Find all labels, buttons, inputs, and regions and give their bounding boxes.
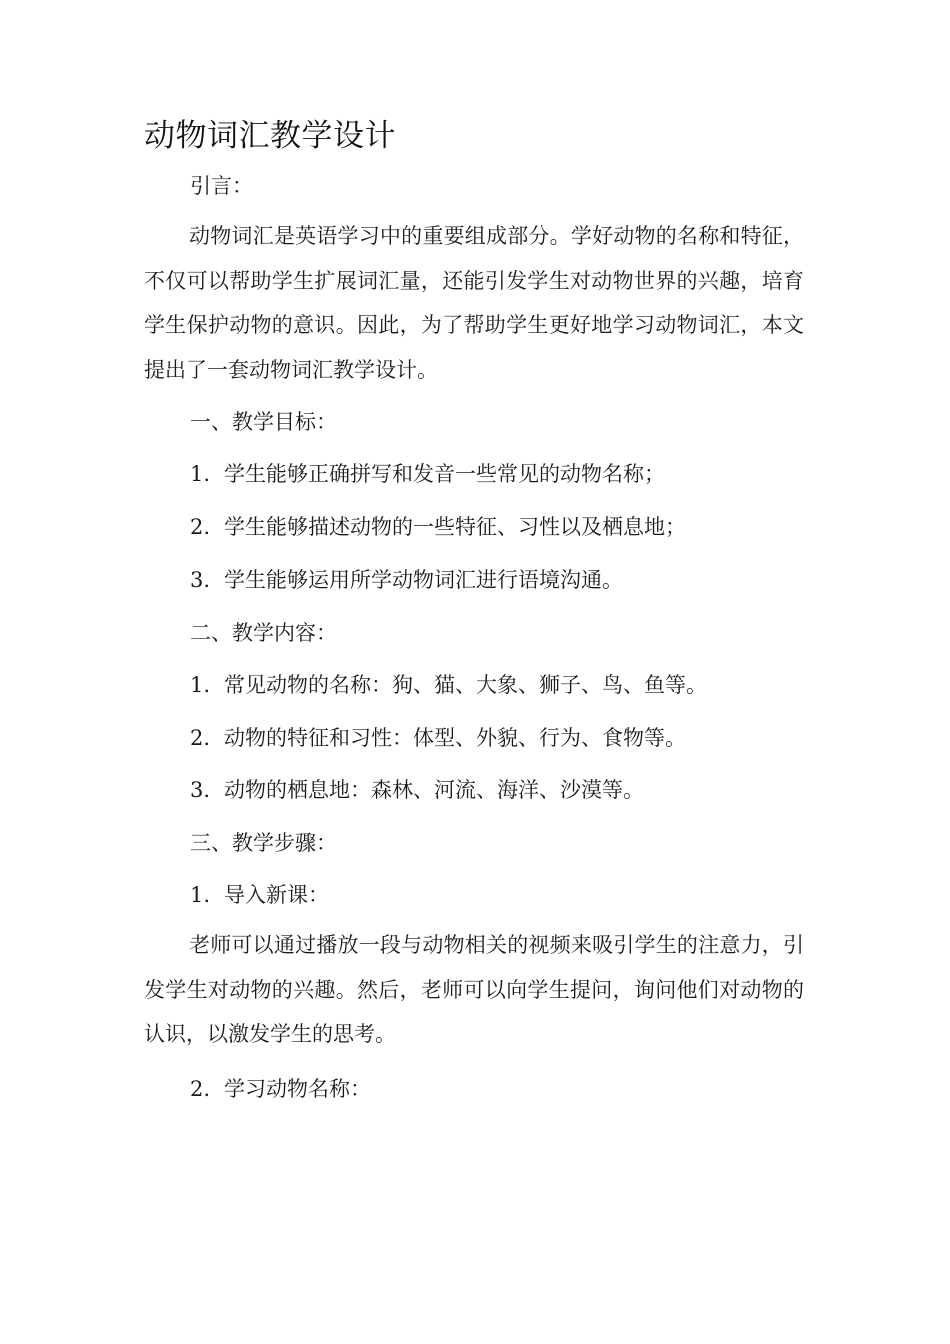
content-item-text: 动物的栖息地：森林、河流、海洋、沙漠等。	[224, 778, 644, 802]
goal-item	[190, 566, 623, 594]
intro-paragraph: 动物词汇是英语学习中的重要组成部分。学好动物的名称和特征，不仅可以帮助学生扩展词汇量，还能引发学生对动物世界的兴趣，培育学生保护动物的意识。因此，为了帮助学生更好地学习动物词汇，本文提出了一套动物词汇教学设计。	[144, 224, 804, 382]
goal-item-text: 学生能够正确拼写和发音一些常见的动物名称；	[224, 462, 665, 486]
document-title: 动物词汇教学设计	[144, 118, 396, 154]
section2-heading: 二、教学内容：	[190, 621, 337, 645]
goal-item-number: 1.	[190, 462, 211, 486]
content-item-number: 1.	[190, 673, 211, 697]
goal-item-text: 学生能够运用所学动物词汇进行语境沟通。	[224, 568, 623, 592]
step-item-number: 1.	[190, 883, 211, 907]
content-item-text: 动物的特征和习性：体型、外貌、行为、食物等。	[224, 726, 686, 750]
content-item-number: 3.	[190, 778, 211, 802]
step-item	[190, 1075, 371, 1103]
content-item	[190, 724, 686, 752]
content-item	[190, 671, 707, 699]
goal-item-text: 学生能够描述动物的一些特征、习性以及栖息地；	[224, 515, 686, 539]
section1-heading: 一、教学目标：	[190, 410, 337, 434]
step-item-text: 学习动物名称：	[224, 1077, 371, 1101]
goal-item	[190, 460, 665, 488]
goal-item-number: 2.	[190, 515, 211, 539]
step-item-number: 2.	[190, 1077, 211, 1101]
goal-item	[190, 513, 686, 541]
content-item-text: 常见动物的名称：狗、猫、大象、狮子、鸟、鱼等。	[224, 673, 707, 697]
step-item	[190, 881, 329, 909]
intro-label: 引言：	[190, 174, 253, 198]
section3-heading: 三、教学步骤：	[190, 831, 337, 855]
goal-item-number: 3.	[190, 568, 211, 592]
content-item-number: 2.	[190, 726, 211, 750]
step1-paragraph: 老师可以通过播放一段与动物相关的视频来吸引学生的注意力，引发学生对动物的兴趣。然后，老师可以向学生提问，询问他们对动物的认识，以激发学生的思考。	[144, 933, 804, 1046]
content-item	[190, 776, 644, 804]
step-item-text: 导入新课：	[224, 883, 329, 907]
